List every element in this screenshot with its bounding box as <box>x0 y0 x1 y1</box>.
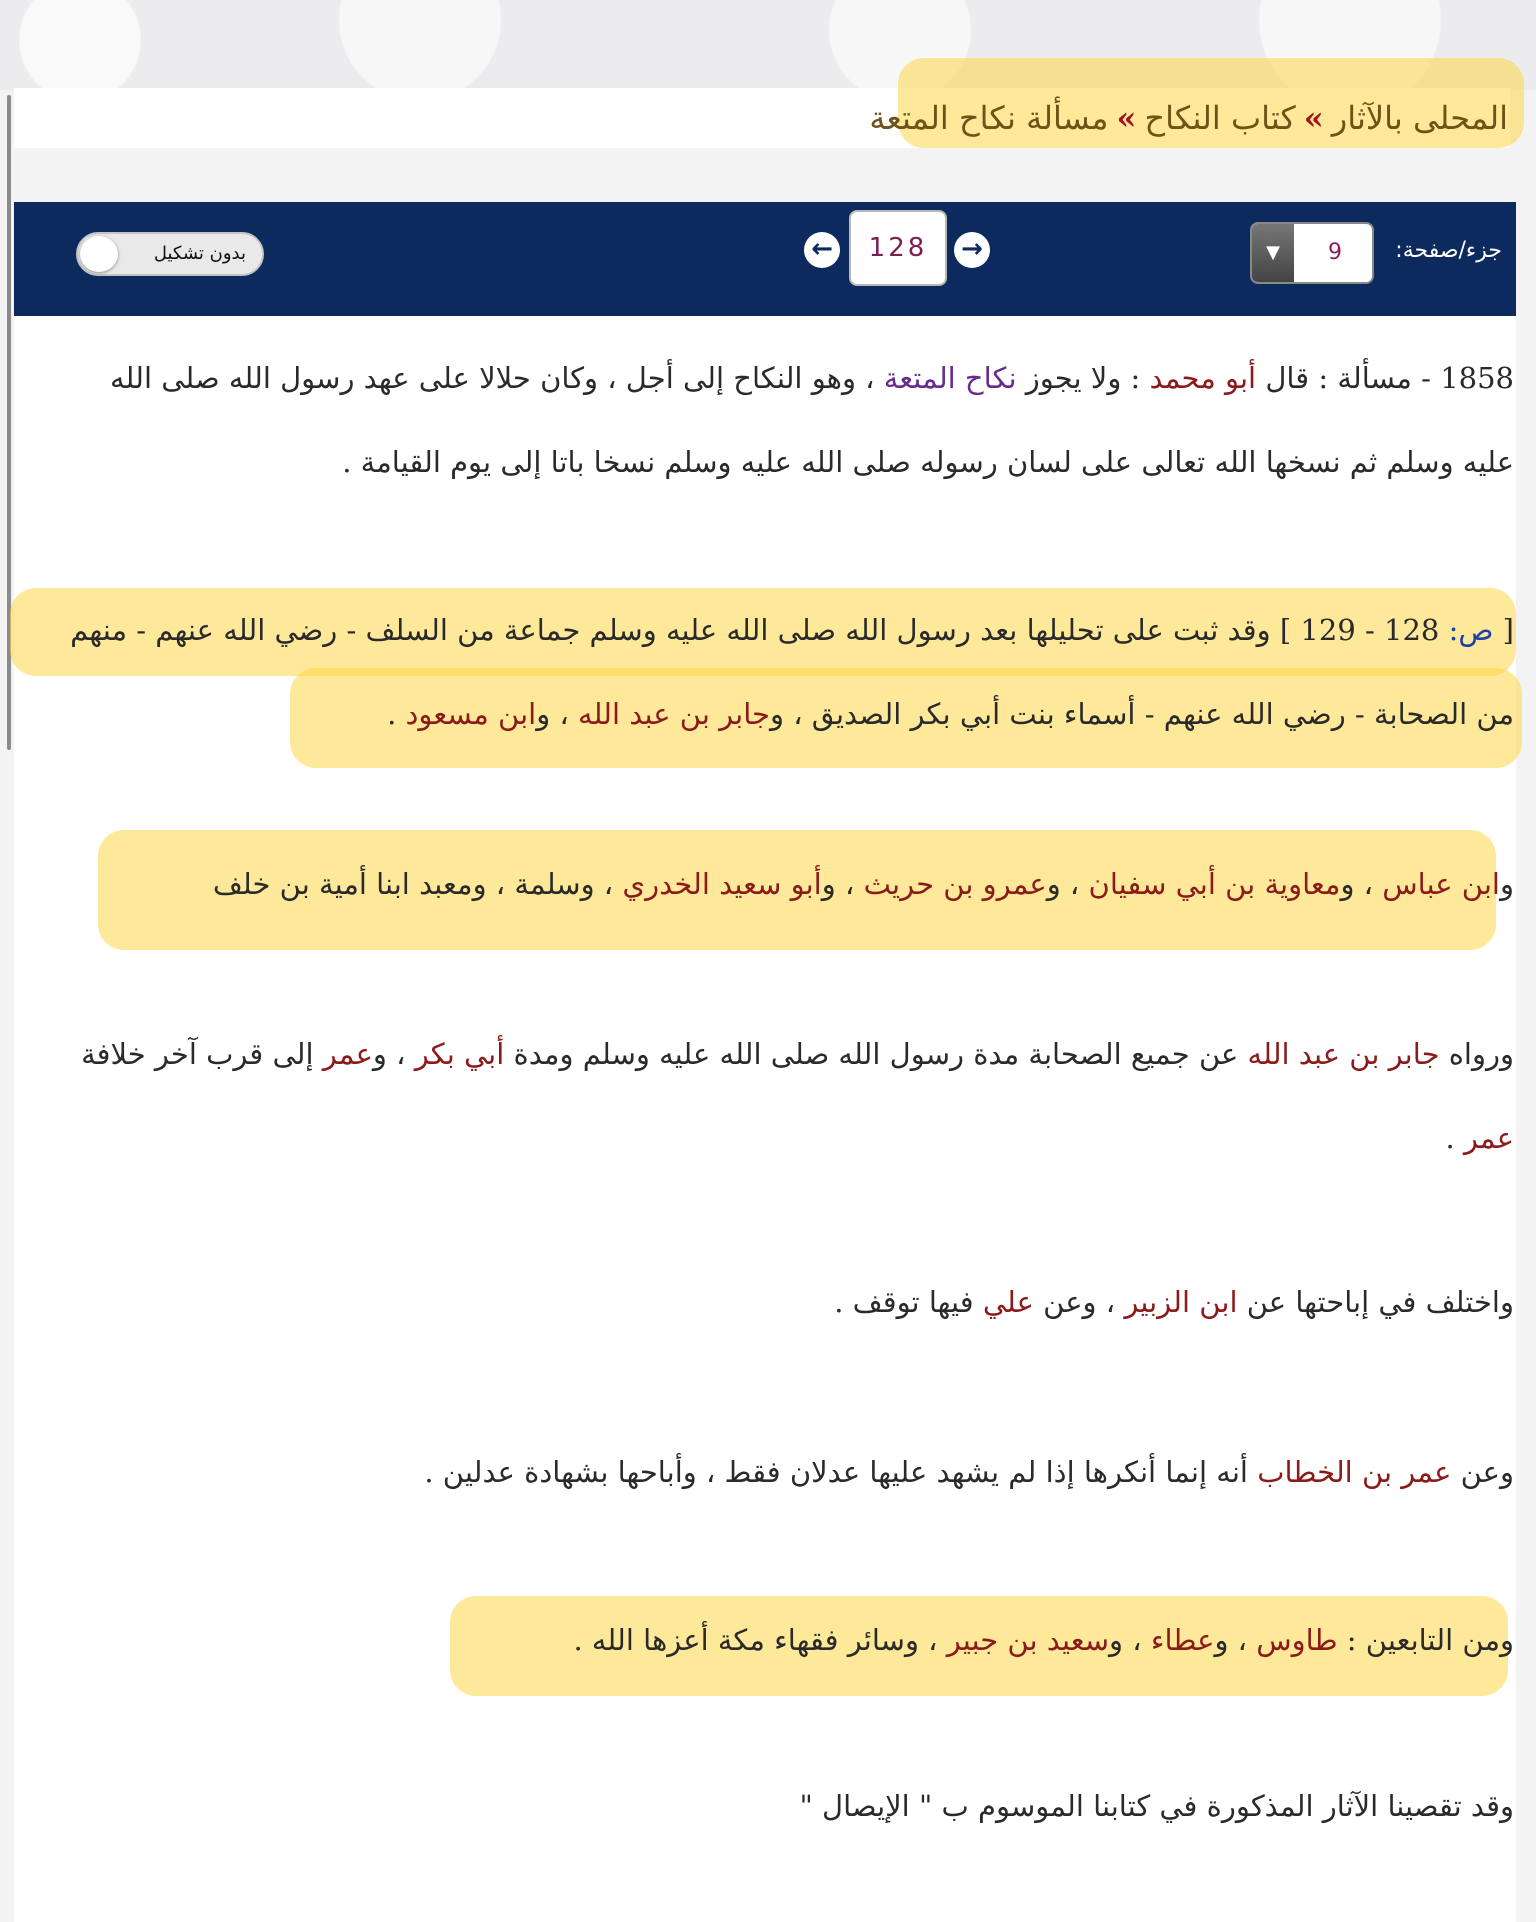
text-span: ورواه <box>1439 1037 1514 1071</box>
name-link[interactable]: عمرو بن حريث <box>863 867 1047 901</box>
page-ref-label: ص: <box>1448 613 1494 647</box>
name-link[interactable]: ابن عباس <box>1382 867 1500 901</box>
text-span: فيها توقف . <box>834 1285 983 1319</box>
breadcrumb <box>869 92 1508 144</box>
page-number-input[interactable]: 128 <box>849 210 947 286</box>
paragraph-line <box>1445 1108 1514 1168</box>
name-link[interactable]: أبو سعيد الخدري <box>622 867 822 901</box>
text-span: ، و <box>1109 1623 1151 1657</box>
text-span: [ <box>1493 613 1514 647</box>
name-link[interactable]: ابن الزبير <box>1124 1285 1238 1319</box>
text-span: . <box>1445 1121 1464 1155</box>
term-link[interactable]: نكاح المتعة <box>883 361 1017 395</box>
text-span: واختلف في إباحتها عن <box>1237 1285 1514 1319</box>
breadcrumb-item-book[interactable]: المحلى بالآثار <box>1331 99 1508 137</box>
toggle-label: بدون تشكيل <box>153 243 246 264</box>
arrow-right-icon[interactable]: → <box>954 232 990 268</box>
breadcrumb-separator: » <box>1116 99 1137 137</box>
paragraph-line <box>81 1024 1514 1084</box>
name-link[interactable]: عمر بن الخطاب <box>1257 1455 1452 1489</box>
name-link[interactable]: أبي بكر <box>414 1037 505 1071</box>
paragraph-line <box>70 600 1514 660</box>
text-span: ، و <box>821 867 864 901</box>
breadcrumb-separator: » <box>1303 99 1324 137</box>
text-span: ، وهو النكاح إلى أجل ، وكان حلالا على عهد رسول الله صلى الله <box>109 361 884 395</box>
paragraph-line <box>799 1776 1514 1836</box>
name-link[interactable]: عطاء <box>1150 1623 1215 1657</box>
text-span: وقد ثبت على تحليلها بعد رسول الله صلى الله عليه وسلم جماعة من السلف - رضي الله عنهم - منهم <box>70 613 1271 647</box>
chevron-down-icon[interactable]: ▼ <box>1252 224 1294 282</box>
volume-select-value: 9 <box>1328 240 1342 265</box>
volume-select[interactable] <box>1250 222 1374 284</box>
text-span: عليه وسلم ثم نسخها الله تعالى على لسان رسوله صلى الله عليه وسلم نسخا باتا إلى يوم القيامة . <box>342 445 1514 479</box>
text-span: ، و <box>1340 867 1383 901</box>
text-span: وقد تقصينا الآثار المذكورة في كتابنا الموسوم ب " الإيصال " <box>799 1789 1514 1823</box>
text-span: ، و <box>1214 1623 1257 1657</box>
page-ref-range: 128 - 129 <box>1291 613 1449 647</box>
arrow-left-icon[interactable]: ← <box>804 232 840 268</box>
paragraph-line <box>387 684 1514 744</box>
text-span: إلى قرب آخر خلافة <box>81 1037 323 1071</box>
text-span: أنه إنما أنكرها إذا لم يشهد عليها عدلان فقط ، وأباحها بشهادة عدلين . <box>424 1455 1258 1489</box>
toggle-knob[interactable] <box>80 236 118 272</box>
name-link[interactable]: ابن مسعود <box>405 697 537 731</box>
name-link[interactable]: جابر بن عبد الله <box>578 697 770 731</box>
text-span: و <box>1499 867 1514 901</box>
paragraph-line <box>834 1272 1514 1332</box>
diacritics-toggle[interactable] <box>76 232 264 276</box>
name-link[interactable]: عمر <box>322 1037 373 1071</box>
name-link[interactable]: عمر <box>1463 1121 1514 1155</box>
text-span: . <box>387 697 406 731</box>
name-link[interactable]: سعيد بن جبير <box>946 1623 1110 1657</box>
text-span: ، و <box>372 1037 415 1071</box>
text-span: من الصحابة - رضي الله عنهم - أسماء بنت أبي بكر الصديق ، و <box>770 697 1514 731</box>
text-span: ] <box>1270 613 1292 647</box>
text-span: ، وسلمة ، ومعبد ابنا أمية بن خلف <box>212 867 623 901</box>
paragraph-line <box>573 1610 1514 1670</box>
text-span: ، و <box>1046 867 1089 901</box>
paragraph-line <box>342 432 1514 492</box>
volume-page-label: جزء/صفحة: <box>1395 238 1502 263</box>
text-span: ومن التابعين : <box>1337 1623 1514 1657</box>
text-span: : ولا يجوز <box>1016 361 1150 395</box>
paragraph-line <box>110 348 1514 408</box>
text-span: وعن <box>1451 1455 1514 1489</box>
text-span: عن جميع الصحابة مدة رسول الله صلى الله عليه وسلم ومدة <box>504 1037 1248 1071</box>
page-navigation-bar <box>14 202 1516 316</box>
name-link[interactable]: طاوس <box>1256 1623 1338 1657</box>
paragraph-line <box>424 1442 1514 1502</box>
name-link[interactable]: جابر بن عبد الله <box>1247 1037 1440 1071</box>
text-span: ، و <box>536 697 579 731</box>
name-link[interactable]: أبو محمد <box>1149 361 1257 395</box>
name-link[interactable]: علي <box>982 1285 1034 1319</box>
text-span: ، وسائر فقهاء مكة أعزها الله . <box>573 1623 947 1657</box>
breadcrumb-item-chapter[interactable]: كتاب النكاح <box>1144 99 1296 137</box>
text-span: 1858 - مسألة : قال <box>1256 361 1514 395</box>
paragraph-line <box>213 854 1514 914</box>
breadcrumb-item-topic[interactable]: مسألة نكاح المتعة <box>869 99 1109 137</box>
text-span: ، وعن <box>1033 1285 1125 1319</box>
name-link[interactable]: معاوية بن أبي سفيان <box>1088 867 1341 901</box>
